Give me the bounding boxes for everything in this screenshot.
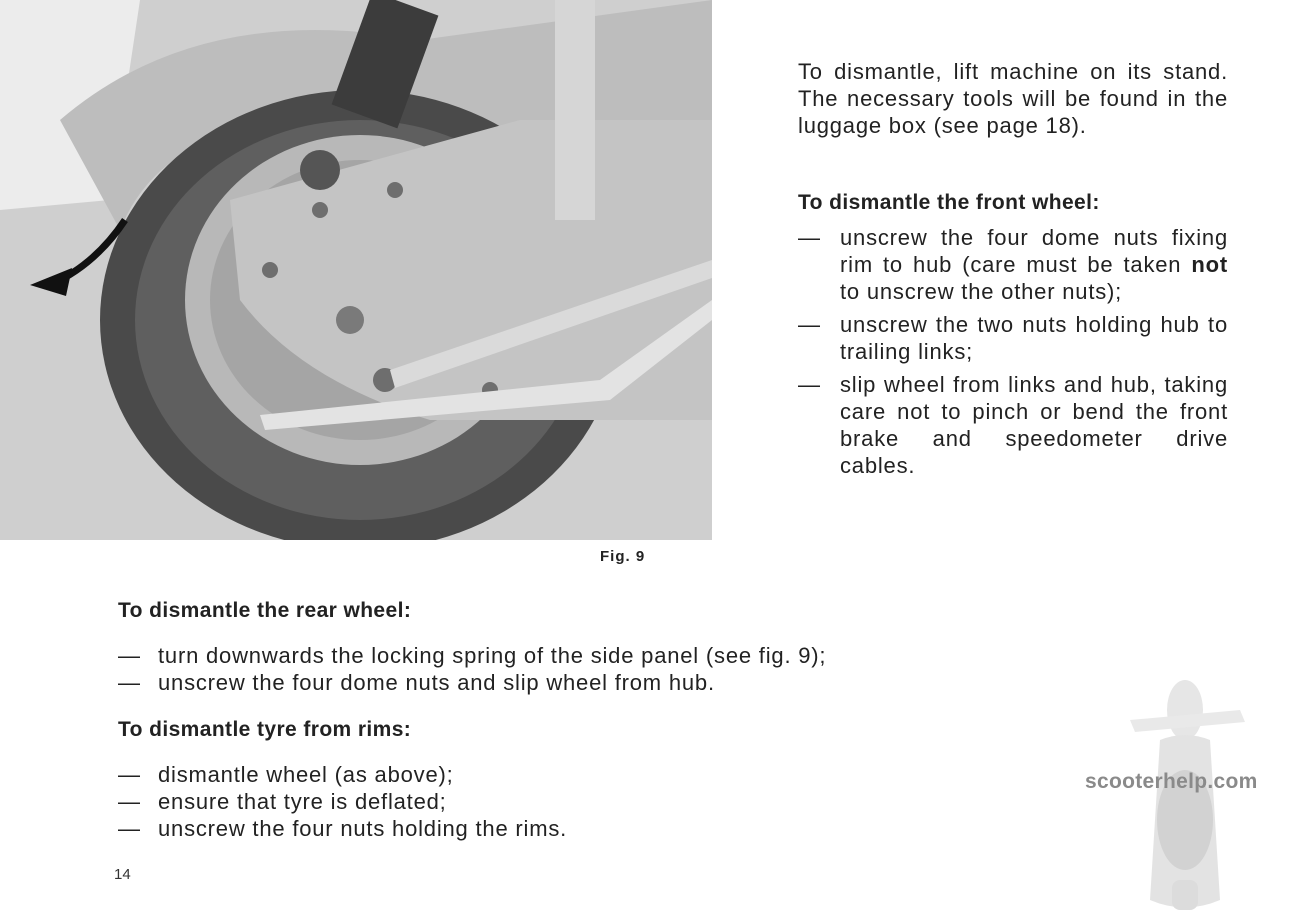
figure-caption: Fig. 9	[600, 548, 646, 565]
front-step-1-b: to unscrew the other nuts);	[840, 279, 1123, 304]
lower-section	[118, 597, 1018, 862]
rear-wheel-steps	[118, 642, 1018, 696]
watermark-text: scooterhelp.com	[1085, 770, 1258, 793]
front-step-1-emphasis: not	[1191, 252, 1228, 277]
list-item: — unscrew the four dome nuts and slip wheel from hub.	[118, 669, 1018, 696]
list-item: — ensure that tyre is deflated;	[118, 788, 1018, 815]
page-number: 14	[114, 866, 131, 883]
list-item: — turn downwards the locking spring of the side panel (see fig. 9);	[118, 642, 1018, 669]
list-item: — unscrew the four nuts holding the rims.	[118, 815, 1018, 842]
tyre-steps	[118, 761, 1018, 842]
list-item: — unscrew the two nuts holding hub to trailing links;	[798, 311, 1228, 365]
tyre-heading: To dismantle tyre from rims:	[118, 718, 412, 741]
intro-paragraph: To dismantle, lift machine on its stand. The necessary tools will be found in the luggage box (see page 18).	[798, 59, 1228, 138]
front-wheel-heading: To dismantle the front wheel:	[798, 191, 1100, 214]
list-item: — slip wheel from links and hub, taking care not to pinch or bend the front brake and speedometer drive cables.	[798, 371, 1228, 479]
list-item	[798, 224, 1228, 305]
list-item: — dismantle wheel (as above);	[118, 761, 1018, 788]
rear-wheel-illustration	[0, 0, 712, 540]
right-column	[798, 58, 1228, 485]
rear-wheel-heading: To dismantle the rear wheel:	[118, 599, 412, 622]
figure-photo	[0, 0, 712, 540]
front-step-1-a: unscrew the four dome nuts fixing rim to hub (care must be taken	[840, 225, 1228, 277]
front-wheel-steps	[798, 224, 1228, 479]
